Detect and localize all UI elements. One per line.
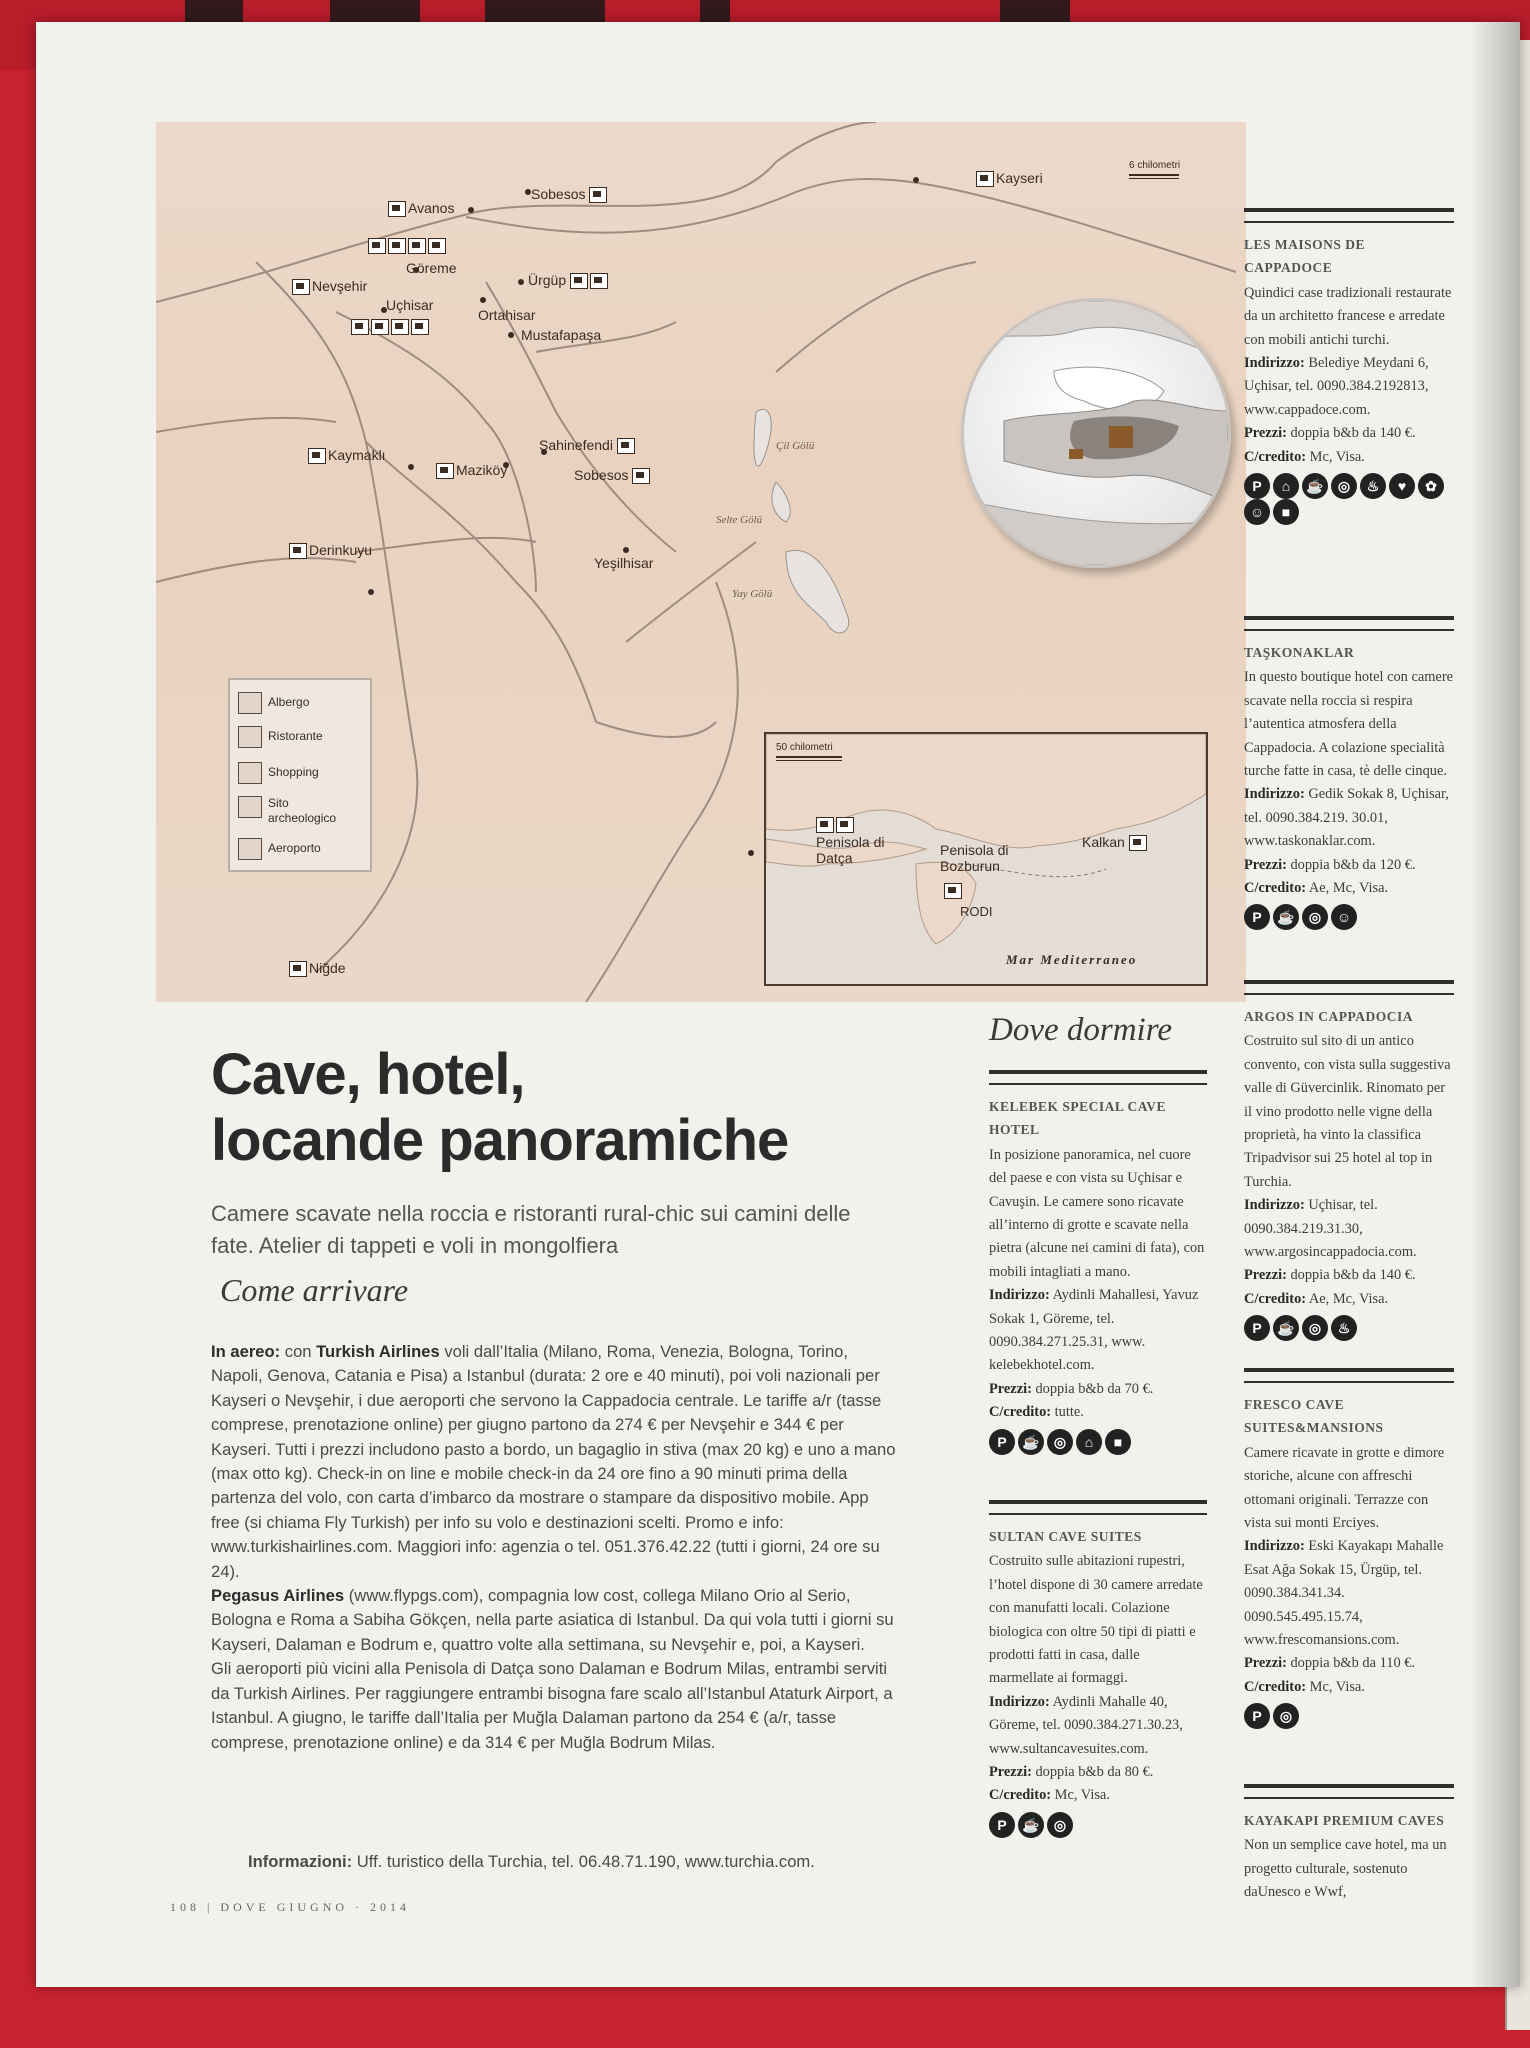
amenity-icons — [1244, 473, 1454, 526]
inset-bozburun: Penisola di Bozburun — [940, 842, 1009, 874]
amenity-icon: ◎ — [1302, 904, 1328, 930]
hotel-name: SULTAN CAVE SUITES — [989, 1529, 1142, 1544]
hotel-name: KAYAKAPI PREMIUM CAVES — [1244, 1813, 1445, 1828]
amenity-icon: ☺ — [1331, 904, 1357, 930]
place-goreme-icons — [368, 237, 448, 254]
archaeological-site-icon — [289, 961, 307, 977]
hotel-entry — [1244, 980, 1454, 1342]
inset-datca: Penisola di Datça — [816, 834, 885, 866]
cappadocia-map — [156, 122, 1246, 1002]
inset-scale-bar — [776, 756, 842, 761]
lake-cil-label: Çil Gölü — [776, 440, 815, 452]
amenity-icons — [1244, 1703, 1454, 1729]
amenity-icon: ☕ — [1018, 1429, 1044, 1455]
travel-info-body — [211, 1340, 901, 1755]
map-scale-label: 6 chilometri — [1129, 160, 1181, 171]
amenity-icon: ◎ — [1047, 1812, 1073, 1838]
legend-shopping: Shopping — [238, 762, 319, 784]
dove-dormire-heading: Dove dormire — [989, 1012, 1172, 1048]
hotel-icon — [351, 319, 369, 335]
paragraph-datca-airports: Gli aeroporti più vicini alla Penisola di Datça sono Dalaman e Bodrum Milas, entrambi serviti da Turkish Airlines. Per raggiungere entrambi bisogna fare scalo all’Istanbul Ataturk Airport, a Istanbul. A giugno, le tariffe dall’Italia per Muğla Dalaman partono da 254 € (a/r, tasse comprese, prenotazione online) e da 314 € per Muğla Bodrum Milas. — [211, 1659, 893, 1752]
inset-kalkan: Kalkan — [1082, 834, 1149, 851]
airport-icon — [976, 171, 994, 187]
amenity-icon: ☕ — [1273, 1315, 1299, 1341]
inset-map-datca — [764, 732, 1208, 986]
place-yesilhisar: Yeşilhisar — [594, 555, 654, 571]
hotel-description: Costruito sul sito di un antico convento, con vista sulla suggestiva valle di Güvercinlik. Rinomato per il vino prodotto nelle vigne della proprietà, ha vinto la classifica Tripadvisor sui 25 hotel al top in Turchia. Indirizzo: Uçhisar, tel. 0090.384.219.31.30, www.argosincappadocia.com. Prezzi: doppia b&b da 140 €. C/credito: Ae, Mc, Visa. — [1244, 1033, 1451, 1307]
article-subtitle: Camere scavate nella roccia e ristoranti rural-chic sui camini delle fate. Atelier di tappeti e voli in mongolfiera — [211, 1201, 851, 1258]
amenity-icon: ⌂ — [1273, 473, 1299, 499]
hotel-description: Quindici case tradizionali restaurate da un architetto francese e arredate con mobili antichi turchi. Indirizzo: Belediye Meydani 6, Uçhisar, tel. 0090.384.2192813, www.cappadoce.com. Prezzi: doppia b&b da 140 €. C/credito: Mc, Visa. — [1244, 284, 1452, 465]
inset-sea-label: Mar Mediterraneo — [1006, 952, 1138, 967]
inset-datca-icons — [816, 816, 856, 833]
hotel-entry — [989, 1070, 1207, 1455]
amenity-icon: P — [1244, 904, 1270, 930]
hotel-description: In posizione panoramica, nel cuore del paese e con vista su Uçhisar e Cavuşin. Le camere sono ricavate all’interno di grotte e scavate nella pietra (alcune nei camini di fata), con mobili intagliati a mano. Indirizzo: Aydinli Mahallesi, Yavuz Sokak 1, Göreme, tel. 0090.384.271.25.31, www. kelebekhotel.com. Prezzi: doppia b&b da 70 €. C/credito: tutte. — [989, 1146, 1205, 1421]
archaeological-site-icon — [617, 438, 635, 454]
hotel-icon — [816, 817, 834, 833]
place-urgup: Ürgüp — [528, 272, 610, 289]
amenity-icon: P — [1244, 473, 1270, 499]
archaeological-site-icon — [289, 543, 307, 559]
place-sobesos-mid: Sobesos — [574, 467, 652, 484]
map-scale-bar — [1129, 174, 1179, 179]
hotel-name: ARGOS IN CAPPADOCIA — [1244, 1009, 1414, 1024]
hotel-icon — [1129, 835, 1147, 851]
amenity-icon: ♨ — [1331, 1315, 1357, 1341]
amenity-icon: ◎ — [1331, 473, 1357, 499]
amenity-icon: ♨ — [1360, 473, 1386, 499]
paragraph-by-plane: In aereo: con Turkish Airlines voli dall’Italia (Milano, Roma, Venezia, Bologna, Torino, Napoli, Genova, Catania e Pisa) a Istanbul (durata: 2 ore e 40 minuti), poi voli nazionali per Kayseri o Nevşehir, i due aeroporti che servono la Cappadocia centrale. Le tariffe a/r (tasse comprese, prenotazione online) per giugno partono da 274 € per Nevşehir e 344 € per Kayseri. Tutti i prezzi includono pasto a bordo, un bagaglio in stiva (max 20 kg) e uno a mano (max otto kg). Check-in on line e mobile check-in da 24 ore fino a 90 minuti prima della partenza del volo, con carta d’imbarco da mostrare o stampare da dispositivo mobile. App free (si chiama Fly Turkish) per info su volo e destinazioni scelti. Promo e info: www.turkishairlines.com. Maggiori info: agenzia o tel. 051.376.42.22 (tutti i giorni, 24 ore su 24). — [211, 1342, 896, 1581]
hotel-name: TAŞKONAKLAR — [1244, 645, 1355, 660]
archaeological-site-icon — [632, 468, 650, 484]
restaurant-icon — [238, 726, 262, 748]
inset-bozburun-icon — [944, 882, 964, 899]
amenity-icon: P — [1244, 1315, 1270, 1341]
amenity-icon: ■ — [1273, 499, 1299, 525]
place-uchisar-icons — [351, 318, 431, 335]
amenity-icon: ☕ — [1273, 904, 1299, 930]
place-ortahisar: Ortahisar — [478, 307, 536, 323]
place-nigde: Niğde — [289, 960, 346, 977]
magazine-page — [36, 22, 1520, 1987]
hotel-description: Non un semplice cave hotel, ma un progetto culturale, sostenuto daUnesco e Wwf, — [1244, 1837, 1447, 1901]
amenity-icon: ✿ — [1418, 473, 1444, 499]
inset-rodi: RODI — [960, 904, 993, 919]
archaeological-site-icon — [308, 448, 326, 464]
restaurant-icon — [590, 273, 608, 289]
restaurant-icon — [371, 319, 389, 335]
legend-airport: Aeroporto — [238, 838, 321, 860]
airport-icon — [238, 838, 262, 860]
place-uchisar: Uçhisar — [386, 297, 434, 313]
hotel-entry — [1244, 208, 1454, 526]
lake-yay — [786, 550, 849, 632]
shopping-icon — [238, 762, 262, 784]
place-mazikoy: Maziköy — [436, 462, 507, 479]
hotel-description: In questo boutique hotel con camere scavate nella roccia si respira l’autentica atmosfera della Cappadocia. A colazione specialità turche fatte in casa, tè delle cinque. Indirizzo: Gedik Sokak 8, Uçhisar, tel. 0090.384.219. 30.01, www.taskonaklar.com. Prezzi: doppia b&b da 120 €. C/credito: Ae, Mc, Visa. — [1244, 669, 1453, 897]
archaeological-site-icon — [589, 187, 607, 203]
shopping-icon — [408, 238, 426, 254]
hotel-name: FRESCO CAVE SUITES&MANSIONS — [1244, 1397, 1384, 1436]
map-legend — [228, 678, 372, 872]
place-sahinefendi: Şahinefendi — [539, 437, 637, 454]
place-kaymakli: Kaymaklı — [308, 447, 386, 464]
place-avanos: Avanos — [388, 200, 454, 217]
hotel-description: Costruito sulle abitazioni rupestri, l’hotel dispone di 30 camere arredate con manufatti locali. Colazione biologica con oltre 50 tipi di piatti e prodotti fatti in casa, dalle marmellate ai formaggi. Indirizzo: Aydinli Mahalle 40, Göreme, tel. 0090.384.271.30.23, www.sultancavesuites.com. Prezzi: doppia b&b da 80 €. C/credito: Mc, Visa. — [989, 1553, 1203, 1804]
place-sobesos-top: Sobesos — [531, 186, 609, 203]
archaeological-site-icon — [436, 463, 454, 479]
come-arrivare-heading: Come arrivare — [220, 1272, 409, 1308]
locator-globe — [961, 298, 1231, 568]
hotel-entry — [1244, 1784, 1454, 1905]
archaeological-site-icon — [428, 238, 446, 254]
amenity-icon: P — [989, 1812, 1015, 1838]
legend-hotel: Albergo — [238, 692, 309, 714]
legend-archaeological: Sito archeologico — [238, 796, 358, 826]
place-goreme: Göreme — [406, 260, 457, 276]
legend-restaurant: Ristorante — [238, 726, 323, 748]
archaeological-site-icon — [388, 201, 406, 217]
airport-icon — [292, 279, 310, 295]
hotel-icon — [368, 238, 386, 254]
amenity-icons — [1244, 1315, 1454, 1341]
inset-scale-label: 50 chilometri — [776, 742, 833, 753]
amenity-icon: ☕ — [1302, 473, 1328, 499]
hotel-icon — [570, 273, 588, 289]
place-kayseri: Kayseri — [976, 170, 1043, 187]
amenity-icon: ⌂ — [1076, 1429, 1102, 1455]
amenity-icon: ■ — [1105, 1429, 1131, 1455]
amenity-icon: ♥ — [1389, 473, 1415, 499]
hotel-icon — [944, 883, 962, 899]
archaeological-site-icon — [238, 796, 262, 818]
restaurant-icon — [388, 238, 406, 254]
paragraph-pegasus: Pegasus Airlines (www.flypgs.com), compagnia low cost, collega Milano Orio al Serio, Bologna e Roma a Sabiha Gökçen, nella parte asiatica di Istanbul. Da qui vola tutti i giorni su Kayseri, Dalaman e Bodrum e, quattro volte alla settimana, su Nevşehir e, poi, a Kayseri. — [211, 1586, 894, 1654]
amenity-icon: P — [1244, 1703, 1270, 1729]
amenity-icons — [989, 1429, 1207, 1455]
amenity-icon: ☺ — [1244, 499, 1270, 525]
amenity-icons — [1244, 904, 1454, 930]
shopping-icon — [391, 319, 409, 335]
amenity-icon: P — [989, 1429, 1015, 1455]
lake-selte-label: Selte Gölü — [716, 514, 763, 526]
amenity-icon: ◎ — [1302, 1315, 1328, 1341]
hotel-entry — [1244, 616, 1454, 931]
restaurant-icon — [836, 817, 854, 833]
title-line-2: locande panoramiche — [211, 1108, 789, 1173]
lake-selte — [772, 482, 790, 522]
place-nevsehir: Nevşehir — [292, 278, 367, 295]
hotel-name: LES MAISONS DE CAPPADOCE — [1244, 237, 1366, 276]
title-line-1: Cave, hotel, — [211, 1042, 525, 1107]
amenity-icon: ◎ — [1273, 1703, 1299, 1729]
page-title — [211, 1042, 788, 1174]
place-derinkuyu: Derinkuyu — [289, 542, 372, 559]
amenity-icons — [989, 1812, 1207, 1838]
hotel-entry — [1244, 1368, 1454, 1730]
lake-cil — [754, 409, 771, 466]
hotel-description: Camere ricavate in grotte e dimore storiche, alcune con affreschi ottomani originali. Terrazze con vista sui monti Erciyes. Indirizzo: Eski Kayakapı Mahalle Esat Ağa Sokak 15, Ürgüp, tel. 0090.384.341.34. 0090.545.495.15.74, www.frescomansions.com. Prezzi: doppia b&b da 110 €. C/credito: Mc, Visa. — [1244, 1444, 1445, 1695]
archaeological-site-icon — [411, 319, 429, 335]
hotel-name: KELEBEK SPECIAL CAVE HOTEL — [989, 1099, 1167, 1138]
page-folio: 108 | DOVE GIUGNO · 2014 — [170, 1900, 411, 1914]
hotel-entry — [989, 1500, 1207, 1838]
place-mustafapasa: Mustafapaşa — [521, 327, 602, 343]
amenity-icon: ◎ — [1047, 1429, 1073, 1455]
amenity-icon: ☕ — [1018, 1812, 1044, 1838]
lake-yay-label: Yay Gölü — [732, 588, 773, 600]
hotel-icon — [238, 692, 262, 714]
info-line: Informazioni: Uff. turistico della Turchia, tel. 06.48.71.190, www.turchia.com. — [248, 1852, 815, 1871]
